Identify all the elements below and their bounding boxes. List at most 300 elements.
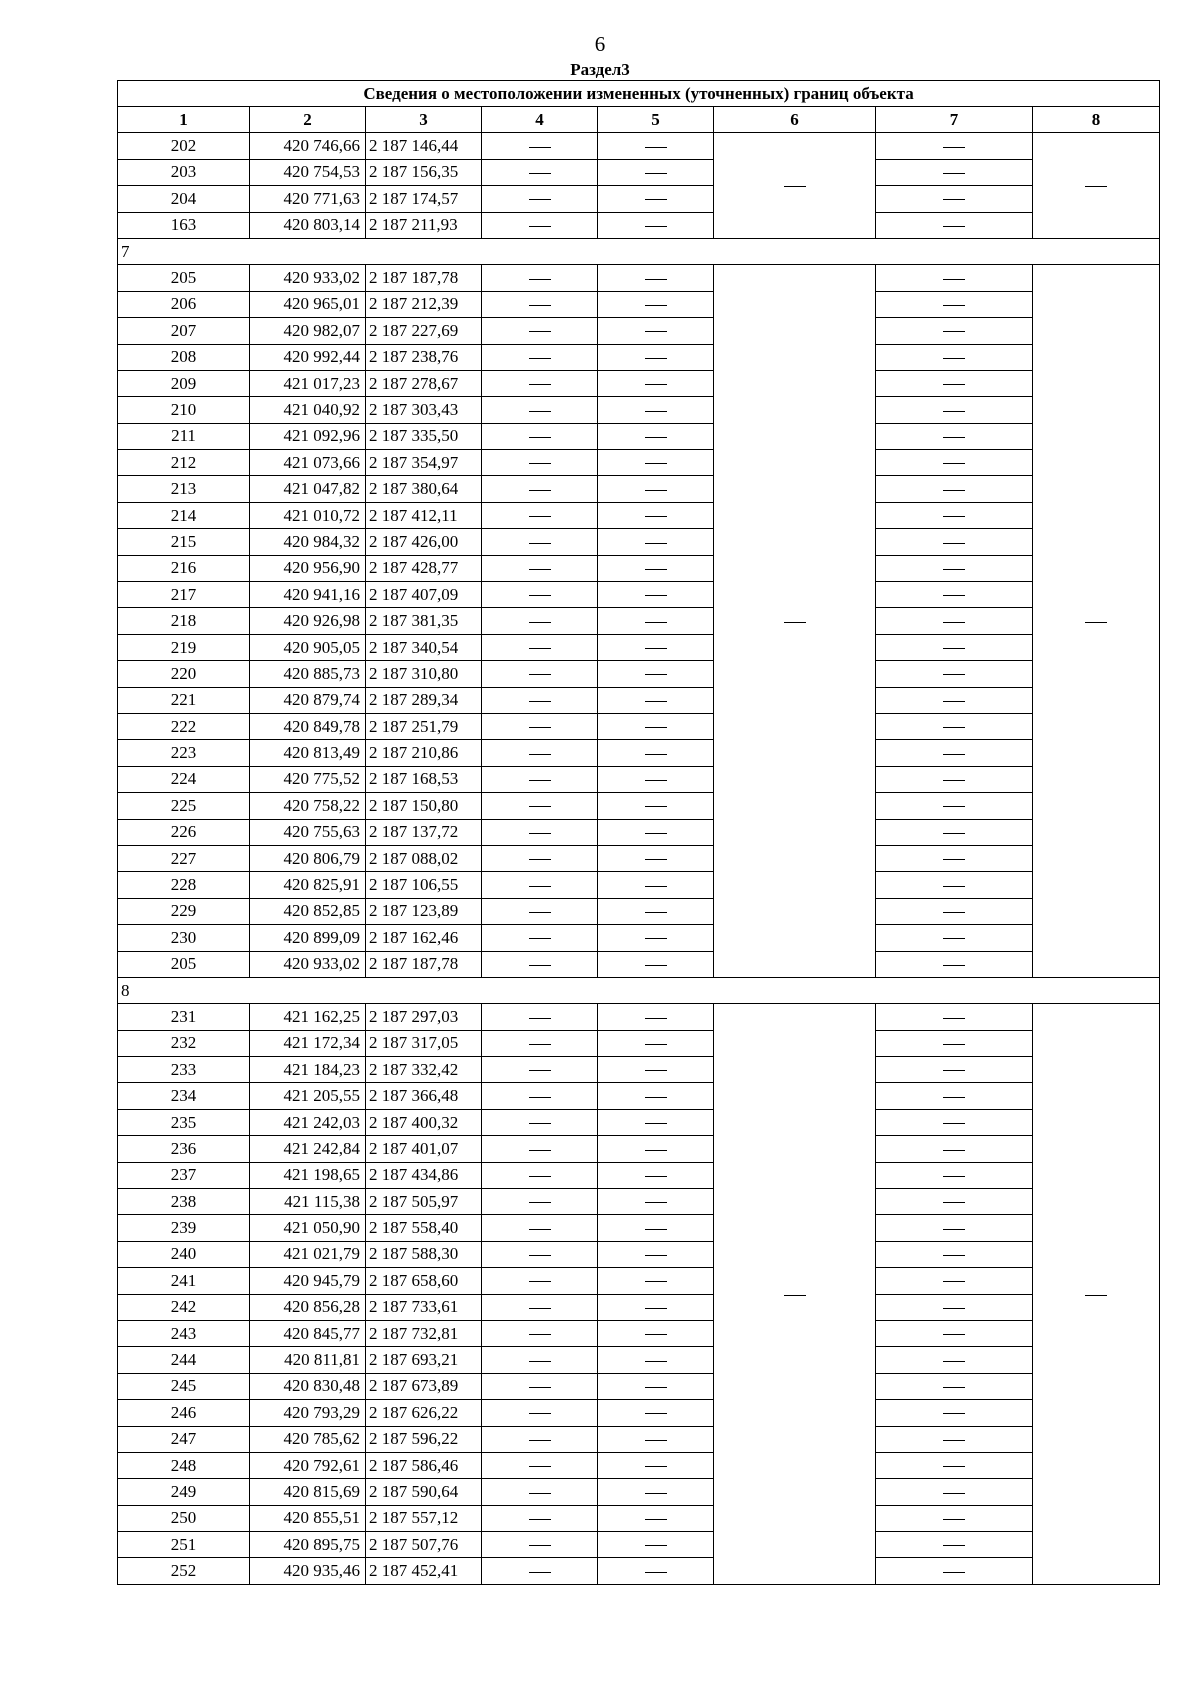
dash-mark [645, 1044, 667, 1045]
column-7-empty [876, 1320, 1033, 1346]
column-5-empty [598, 1452, 714, 1478]
coordinate-x: 420 845,77 [250, 1320, 366, 1346]
column-7-empty [876, 450, 1033, 476]
dash-mark [645, 437, 667, 438]
column-4-empty [482, 582, 598, 608]
coordinate-x: 420 945,79 [250, 1268, 366, 1294]
dash-mark [645, 569, 667, 570]
coordinate-x: 420 899,09 [250, 925, 366, 951]
dash-mark [943, 1255, 965, 1256]
dash-mark [943, 1123, 965, 1124]
coordinate-x: 420 879,74 [250, 687, 366, 713]
table-row [118, 845, 1160, 871]
point-number: 232 [118, 1030, 250, 1056]
column-5-empty [598, 1400, 714, 1426]
column-4-empty [482, 1452, 598, 1478]
dash-mark [943, 1387, 965, 1388]
table-row [118, 713, 1160, 739]
column-7-empty [876, 265, 1033, 291]
table-row [118, 661, 1160, 687]
dash-mark [943, 806, 965, 807]
dash-mark [529, 1387, 551, 1388]
column-5-empty [598, 1505, 714, 1531]
dash-mark [645, 1123, 667, 1124]
dash-mark [943, 1545, 965, 1546]
table-row [118, 1452, 1160, 1478]
table-row [118, 1004, 1160, 1030]
point-number: 206 [118, 291, 250, 317]
column-5-empty [598, 423, 714, 449]
dash-mark [529, 279, 551, 280]
coordinate-x: 420 785,62 [250, 1426, 366, 1452]
column-8-empty [1033, 133, 1160, 239]
column-4-empty [482, 450, 598, 476]
column-4-empty [482, 1294, 598, 1320]
dash-mark [529, 674, 551, 675]
column-4-empty [482, 476, 598, 502]
dash-mark [943, 199, 965, 200]
coordinate-x: 420 982,07 [250, 318, 366, 344]
point-number: 240 [118, 1241, 250, 1267]
dash-mark [529, 701, 551, 702]
column-7-empty [876, 608, 1033, 634]
dash-mark [943, 463, 965, 464]
dash-mark [529, 1308, 551, 1309]
column-5-empty [598, 951, 714, 977]
coordinate-y: 2 187 187,78 [366, 265, 482, 291]
coordinate-y: 2 187 150,80 [366, 793, 482, 819]
coordinate-x: 420 830,48 [250, 1373, 366, 1399]
column-4-empty [482, 898, 598, 924]
column-5-empty [598, 1294, 714, 1320]
table-row [118, 502, 1160, 528]
column-5-empty [598, 687, 714, 713]
column-4-empty [482, 1136, 598, 1162]
coordinate-y: 2 187 590,64 [366, 1479, 482, 1505]
table-row [118, 529, 1160, 555]
coordinate-y: 2 187 507,76 [366, 1532, 482, 1558]
dash-mark [645, 1466, 667, 1467]
dash-mark [645, 912, 667, 913]
column-7-empty [876, 1532, 1033, 1558]
column-5-empty [598, 1162, 714, 1188]
dash-mark [943, 1018, 965, 1019]
column-7-empty [876, 1162, 1033, 1188]
column-5-empty [598, 186, 714, 212]
point-number: 247 [118, 1426, 250, 1452]
column-4-empty [482, 186, 598, 212]
dash-mark [943, 859, 965, 860]
dash-mark [943, 173, 965, 174]
table-row [118, 793, 1160, 819]
column-4-empty [482, 1347, 598, 1373]
dash-mark [943, 1413, 965, 1414]
column-5-empty [598, 1004, 714, 1030]
column-5-empty [598, 1136, 714, 1162]
coordinate-y: 2 187 354,97 [366, 450, 482, 476]
table-row [118, 872, 1160, 898]
dash-mark [529, 384, 551, 385]
table-row [118, 1215, 1160, 1241]
coordinate-x: 420 755,63 [250, 819, 366, 845]
dash-mark [943, 1070, 965, 1071]
dash-mark [943, 516, 965, 517]
column-7-empty [876, 344, 1033, 370]
dash-mark [645, 727, 667, 728]
coordinate-x: 420 771,63 [250, 186, 366, 212]
coordinate-x: 420 815,69 [250, 1479, 366, 1505]
point-number: 208 [118, 344, 250, 370]
coordinate-x: 420 849,78 [250, 713, 366, 739]
dash-mark [529, 1150, 551, 1151]
column-6-empty [714, 133, 876, 239]
column-4-empty [482, 925, 598, 951]
column-4-empty [482, 318, 598, 344]
point-number: 222 [118, 713, 250, 739]
dash-mark [645, 1413, 667, 1414]
dash-mark [943, 1493, 965, 1494]
dash-mark [645, 279, 667, 280]
table-row [118, 951, 1160, 977]
dash-mark [645, 305, 667, 306]
column-5-empty [598, 450, 714, 476]
dash-mark [645, 754, 667, 755]
point-number: 236 [118, 1136, 250, 1162]
dash-mark [784, 622, 806, 623]
dash-mark [943, 648, 965, 649]
column-7-empty [876, 1241, 1033, 1267]
point-number: 252 [118, 1558, 250, 1584]
table-row [118, 1109, 1160, 1135]
dash-mark [943, 912, 965, 913]
point-number: 243 [118, 1320, 250, 1346]
column-5-empty [598, 318, 714, 344]
point-number: 217 [118, 582, 250, 608]
dash-mark [943, 886, 965, 887]
point-number: 219 [118, 634, 250, 660]
dash-mark [943, 490, 965, 491]
coordinate-x: 420 905,05 [250, 634, 366, 660]
column-4-empty [482, 265, 598, 291]
table-caption: Сведения о местоположении измененных (уточненных) границ объекта [118, 81, 1160, 107]
column-4-empty [482, 1373, 598, 1399]
point-number: 221 [118, 687, 250, 713]
coordinate-y: 2 187 732,81 [366, 1320, 482, 1346]
dash-mark [943, 226, 965, 227]
column-4-empty [482, 819, 598, 845]
coordinate-y: 2 187 693,21 [366, 1347, 482, 1373]
coordinate-y: 2 187 106,55 [366, 872, 482, 898]
table-row [118, 1558, 1160, 1584]
table-row [118, 925, 1160, 951]
column-5-empty [598, 502, 714, 528]
dash-mark [645, 1334, 667, 1335]
dash-mark [645, 199, 667, 200]
table-row [118, 740, 1160, 766]
dash-mark [645, 543, 667, 544]
dash-mark [529, 147, 551, 148]
coordinate-x: 421 050,90 [250, 1215, 366, 1241]
coordinate-y: 2 187 251,79 [366, 713, 482, 739]
dash-mark [529, 622, 551, 623]
dash-mark [943, 938, 965, 939]
table-row [118, 133, 1160, 159]
column-4-empty [482, 1505, 598, 1531]
column-header: 3 [366, 107, 482, 133]
column-5-empty [598, 1109, 714, 1135]
point-number: 215 [118, 529, 250, 555]
column-4-empty [482, 423, 598, 449]
dash-mark [645, 1387, 667, 1388]
coordinate-y: 2 187 303,43 [366, 397, 482, 423]
dash-mark [529, 1519, 551, 1520]
coordinate-x: 420 941,16 [250, 582, 366, 608]
dash-mark [645, 516, 667, 517]
column-7-empty [876, 766, 1033, 792]
column-4-empty [482, 793, 598, 819]
dash-mark [943, 1440, 965, 1441]
point-number: 233 [118, 1057, 250, 1083]
dash-mark [645, 833, 667, 834]
coordinate-y: 2 187 588,30 [366, 1241, 482, 1267]
dash-mark [943, 358, 965, 359]
column-7-empty [876, 212, 1033, 238]
dash-mark [943, 1202, 965, 1203]
table-row [118, 1426, 1160, 1452]
coordinate-y: 2 187 426,00 [366, 529, 482, 555]
point-number: 226 [118, 819, 250, 845]
dash-mark [529, 543, 551, 544]
column-5-empty [598, 1057, 714, 1083]
column-7-empty [876, 845, 1033, 871]
column-7-empty [876, 1505, 1033, 1531]
column-4-empty [482, 766, 598, 792]
dash-mark [529, 358, 551, 359]
coordinate-x: 421 242,84 [250, 1136, 366, 1162]
column-7-empty [876, 661, 1033, 687]
dash-mark [645, 965, 667, 966]
column-7-empty [876, 1057, 1033, 1083]
point-number: 229 [118, 898, 250, 924]
table-row [118, 344, 1160, 370]
coordinate-x: 421 242,03 [250, 1109, 366, 1135]
coordinate-y: 2 187 401,07 [366, 1136, 482, 1162]
dash-mark [943, 754, 965, 755]
coordinate-y: 2 187 596,22 [366, 1426, 482, 1452]
point-number: 213 [118, 476, 250, 502]
column-4-empty [482, 687, 598, 713]
table-row [118, 1294, 1160, 1320]
coordinate-y: 2 187 210,86 [366, 740, 482, 766]
column-7-empty [876, 713, 1033, 739]
column-5-empty [598, 713, 714, 739]
column-4-empty [482, 1558, 598, 1584]
dash-mark [645, 1519, 667, 1520]
coordinate-y: 2 187 187,78 [366, 951, 482, 977]
coordinate-y: 2 187 412,11 [366, 502, 482, 528]
column-5-empty [598, 740, 714, 766]
column-4-empty [482, 951, 598, 977]
point-number: 250 [118, 1505, 250, 1531]
point-number: 246 [118, 1400, 250, 1426]
coordinate-y: 2 187 297,03 [366, 1004, 482, 1030]
column-5-empty [598, 1241, 714, 1267]
column-4-empty [482, 1162, 598, 1188]
column-7-empty [876, 1400, 1033, 1426]
coordinate-y: 2 187 380,64 [366, 476, 482, 502]
table-row [118, 159, 1160, 185]
dash-mark [943, 1229, 965, 1230]
column-5-empty [598, 1189, 714, 1215]
column-5-empty [598, 344, 714, 370]
dash-mark [529, 331, 551, 332]
coordinate-x: 421 115,38 [250, 1189, 366, 1215]
column-4-empty [482, 370, 598, 396]
dash-mark [784, 186, 806, 187]
table-row [118, 1268, 1160, 1294]
point-number: 204 [118, 186, 250, 212]
coordinate-y: 2 187 162,46 [366, 925, 482, 951]
column-7-empty [876, 529, 1033, 555]
coordinate-x: 420 806,79 [250, 845, 366, 871]
dash-mark [529, 938, 551, 939]
column-header: 6 [714, 107, 876, 133]
dash-mark [943, 305, 965, 306]
column-5-empty [598, 397, 714, 423]
coordinate-y: 2 187 146,44 [366, 133, 482, 159]
column-5-empty [598, 1532, 714, 1558]
dash-mark [645, 1493, 667, 1494]
dash-mark [943, 1044, 965, 1045]
contour-label: 8 [118, 977, 1160, 1003]
coordinate-x: 420 855,51 [250, 1505, 366, 1531]
column-5-empty [598, 370, 714, 396]
column-5-empty [598, 872, 714, 898]
coordinate-x: 420 813,49 [250, 740, 366, 766]
table-row [118, 397, 1160, 423]
dash-mark [943, 411, 965, 412]
coordinate-x: 421 184,23 [250, 1057, 366, 1083]
dash-mark [645, 886, 667, 887]
column-7-empty [876, 951, 1033, 977]
column-7-empty [876, 159, 1033, 185]
column-5-empty [598, 608, 714, 634]
coordinate-y: 2 187 310,80 [366, 661, 482, 687]
dash-mark [645, 1308, 667, 1309]
dash-mark [645, 648, 667, 649]
point-number: 224 [118, 766, 250, 792]
coordinate-y: 2 187 366,48 [366, 1083, 482, 1109]
column-4-empty [482, 1109, 598, 1135]
table-row [118, 898, 1160, 924]
column-header: 5 [598, 107, 714, 133]
point-number: 228 [118, 872, 250, 898]
column-5-empty [598, 291, 714, 317]
dash-mark [529, 727, 551, 728]
point-number: 223 [118, 740, 250, 766]
dash-mark [529, 1361, 551, 1362]
dash-mark [943, 569, 965, 570]
column-5-empty [598, 1030, 714, 1056]
column-7-empty [876, 555, 1033, 581]
coordinate-x: 420 825,91 [250, 872, 366, 898]
dash-mark [529, 1123, 551, 1124]
point-number: 248 [118, 1452, 250, 1478]
dash-mark [943, 780, 965, 781]
coordinate-y: 2 187 088,02 [366, 845, 482, 871]
coordinate-y: 2 187 452,41 [366, 1558, 482, 1584]
table-row [118, 1479, 1160, 1505]
coordinate-x: 420 933,02 [250, 951, 366, 977]
coordinate-y: 2 187 335,50 [366, 423, 482, 449]
dash-mark [529, 595, 551, 596]
column-4-empty [482, 1400, 598, 1426]
contour-label-row [118, 238, 1160, 264]
dash-mark [943, 595, 965, 596]
column-7-empty [876, 1479, 1033, 1505]
dash-mark [645, 384, 667, 385]
dash-mark [943, 1308, 965, 1309]
coordinate-x: 421 162,25 [250, 1004, 366, 1030]
dash-mark [943, 1176, 965, 1177]
column-4-empty [482, 872, 598, 898]
table-row [118, 819, 1160, 845]
column-5-empty [598, 634, 714, 660]
column-7-empty [876, 1558, 1033, 1584]
dash-mark [645, 1202, 667, 1203]
column-4-empty [482, 133, 598, 159]
coordinate-y: 2 187 586,46 [366, 1452, 482, 1478]
dash-mark [645, 1150, 667, 1151]
coordinate-x: 420 811,81 [250, 1347, 366, 1373]
coordinate-x: 421 040,92 [250, 397, 366, 423]
dash-mark [529, 1334, 551, 1335]
dash-mark [529, 1044, 551, 1045]
coordinate-x: 421 198,65 [250, 1162, 366, 1188]
column-5-empty [598, 555, 714, 581]
dash-mark [529, 516, 551, 517]
dash-mark [645, 226, 667, 227]
dash-mark [943, 701, 965, 702]
table-row [118, 1320, 1160, 1346]
coordinate-x: 420 856,28 [250, 1294, 366, 1320]
coordinate-y: 2 187 278,67 [366, 370, 482, 396]
section-title: Раздел3 [570, 60, 630, 79]
column-4-empty [482, 1268, 598, 1294]
coordinate-x: 420 935,46 [250, 1558, 366, 1584]
dash-mark [529, 305, 551, 306]
column-4-empty [482, 713, 598, 739]
point-number: 205 [118, 265, 250, 291]
dash-mark [645, 1018, 667, 1019]
coordinate-y: 2 187 137,72 [366, 819, 482, 845]
column-5-empty [598, 1558, 714, 1584]
dash-mark [943, 384, 965, 385]
column-4-empty [482, 502, 598, 528]
column-4-empty [482, 1030, 598, 1056]
dash-mark [1085, 1295, 1107, 1296]
dash-mark [1085, 186, 1107, 187]
column-5-empty [598, 766, 714, 792]
coordinate-y: 2 187 211,93 [366, 212, 482, 238]
column-4-empty [482, 634, 598, 660]
dash-mark [529, 1413, 551, 1414]
point-number: 239 [118, 1215, 250, 1241]
column-8-empty [1033, 265, 1160, 978]
coordinate-x: 420 754,53 [250, 159, 366, 185]
table-header-row [118, 107, 1160, 133]
table-row [118, 1505, 1160, 1531]
